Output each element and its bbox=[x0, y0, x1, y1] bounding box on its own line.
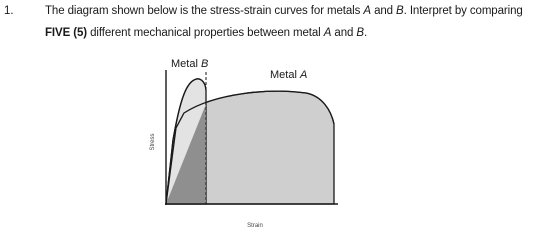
question-text: . Interpret by comparing bbox=[403, 5, 523, 17]
question-text: The diagram shown below is the stress-strain curves for metals bbox=[45, 5, 364, 17]
metal-a-ref: A bbox=[363, 5, 371, 17]
metal-b-ref: B bbox=[356, 27, 364, 39]
emphasis-count: FIVE (5) bbox=[45, 27, 88, 39]
question-text: and bbox=[331, 27, 357, 39]
question-text: different mechanical properties between metal bbox=[87, 27, 324, 39]
metal-b-label: Metal B bbox=[171, 58, 209, 70]
metal-b-ref: B bbox=[396, 5, 404, 17]
question-text: and bbox=[370, 5, 397, 17]
y-axis-label: Stress bbox=[150, 133, 156, 151]
metal-a-label: Metal A bbox=[270, 69, 308, 81]
question-number: 1. bbox=[4, 5, 14, 17]
metal-a-ref: A bbox=[323, 27, 332, 39]
question-text: . bbox=[363, 27, 368, 39]
x-axis-label: Strain bbox=[247, 223, 263, 227]
